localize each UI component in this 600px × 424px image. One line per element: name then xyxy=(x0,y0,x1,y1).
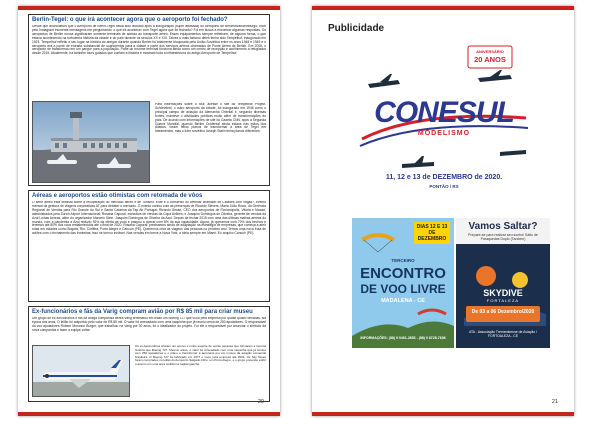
ad-encontro-voo-livre[interactable] xyxy=(352,218,454,348)
photo-caption: Os ex-funcionários criaram um acervo e muito suporte de outras pessoas que formaram a mesma história que Boeing 727. Mesmo antes, o valor foi arrecadado com uma vaquinha que já contou com 250 apoiadores e o plano é transformar a aeronave em um museu da aviação comercial brasileira. O Boeing 727 foi fabricado em 1977 e voou pela empresa até 2004. Os Sky Tapes foram comprados no leilão do Aeroporto Salgado Filho, em Porto Alegre, e o grupo pretende exibir o acervo em uma área cedida na capital gaúcha. xyxy=(135,345,266,366)
article-berlin-tegel xyxy=(28,14,270,186)
encontro-date: DIAS 12 E 13 DE DEZEMBRO xyxy=(416,224,448,242)
conesul-dates: 11, 12 e 13 de DEZEMBRO de 2020. xyxy=(385,174,503,181)
anniversary-badge-main: 20 ANOS xyxy=(474,55,506,64)
article-body: Um grupo de ex-funcionários e fãs da antiga companhia aérea Varig arrematou em leilão um Boeing 727 que voou pela empresa por quase quatro décadas. Na época dos anos, O leilão foi adquirido pelo valor de R$ 85 mil. O valor foi arrecadado com uma vaquinha que já reuniu cerca de 250 apoiadores. O responsável do voo apoiadores Rubem Monosor Burger, que trabalhou na Varig por 30 anos, foi o idealizador do projeto. Foi ele o responsável por anunciar o símbolo da nova companhia e fazer a equipe voltar. xyxy=(32,317,266,332)
vamos-brand: SKYDIVE xyxy=(483,288,523,298)
encontro-title-1: ENCONTRO xyxy=(360,265,446,282)
anniversary-badge-top: ANIVERSÁRIO xyxy=(476,49,504,54)
conesul-subtitle: MODELISMO xyxy=(417,130,471,137)
encontro-place: MADALENA - CE xyxy=(381,298,425,304)
vamos-dates: De 03 a 06 Dezembro/2020 xyxy=(471,309,535,315)
page-bottom-border xyxy=(312,412,574,416)
magazine-page-left xyxy=(18,6,280,416)
page-number: 20 xyxy=(257,399,264,405)
encontro-title-2: DE VOO LIVRE xyxy=(360,282,446,296)
section-title: Publicidade xyxy=(328,23,385,34)
conesul-location: PONTÃO / RS xyxy=(429,184,459,189)
varig-plane-photo xyxy=(32,345,130,397)
article-body: O setor aéreo está otimista sobre a recuperação do mercado aéreo e de Turismo. Este é o consenso do webinar chamado de Cidades com Vagas?, evento mensal da gestora de viagens corporativas AT para debater o mercado. O evento contou com as presenças de Ricardo Sievers, Maria João Rocio, da Gerência Regional de Vendas para Rio Grande do Sul e Santa Catarina da Tap Air Portugal; Ricardo Gesse, CEO dos aeroportos de Florianópolis, Vitória e Macaé, administrados pela Zurich Airport Internacional; Rosana Caporal, executiva de vendas da Copa Airlines; e Joaquim Domingos de Oliveira, gerente de vendas da Azul Linhas Aéreas, além do organizador Marcelo Stein. Joaquim Domingos de Oliveira da Azul: Depois de fechar 2019 com uma das últimas malhas aéreas do mundo, com a pandemia a Azul reduziu 92% da oferta de voos e passou a operar com 8% da sua capacidade. Agora, já operamos com 70% dos trechos e teremos até 80% dos voos restabelecidos até o final de 2020. Rosana Caporal: precisamos ainda de adaptação na estratégia de empresas, que começa a abrir rotas em cidades como Bogotá, Rio, Curitiba, Porto Alegre e Cancun (PE). Queremos criar as viagens das pessoas no próximo ano. Temos uma nova frota de aviões com o fechamento das fronteiras, isso se tornou inviável. Nas vendas em breve a Nova York, a ideia sempre em Miami. Eu arquivo Cancun (PE). xyxy=(32,201,266,236)
magazine-page-right xyxy=(312,6,574,416)
vamos-info: ATA - Associação Tremembense de Aviação / FORTOALEZA - CE xyxy=(468,330,538,338)
conesul-brand: CONESUL xyxy=(374,96,514,129)
article-title: Berlin-Tegel: o que irá acontecer agora que o aeroporto foi fechado? xyxy=(32,17,228,23)
airport-photo xyxy=(32,101,150,183)
page-top-border xyxy=(312,6,574,10)
page-number: 21 xyxy=(551,399,558,405)
article-sidebar-text: Para informações sobre o tour, acesse o site do Tempelhof Projekt. Schönefeld, o outro aeroporto da cidade, foi inaugurado em 1946 como o principal campo de aviação da Alemanha Oriental e, segundo diversas fontes, manteve o atividades políticas muito além de transformações do país. De acordo com informações de site do Gazeta CNN, após a Segunda Guerra Mundial, quando Berlim Ocidental ainda estava nas mãos dos Aliados, foram feitos planos de transformar a área de Tegel em loteamentos, mas o líder soviético Joseph Stalin tinha planos diferentes. xyxy=(155,103,266,134)
page-bottom-border xyxy=(18,412,280,416)
article-varig-museu xyxy=(28,306,270,402)
article-title: Ex-funcionários e fãs da Varig compram avião por R$ 85 mil para criar museu xyxy=(32,309,253,315)
ad-vamos-saltar[interactable] xyxy=(456,218,550,348)
vamos-tagline: Prepare-se para realizar seu sonho! Salto de Paraquedas Duplo (Tandem) xyxy=(468,233,538,241)
article-title: Aéreas e aeroportos estão otimistas com retomada de vôos xyxy=(32,193,203,199)
page-top-border xyxy=(18,6,280,10)
vamos-headline: Vamos Saltar? xyxy=(468,221,538,232)
vamos-brand-sub: FORTALEZA xyxy=(486,298,520,303)
encontro-info: INFORMAÇÕES: (88) 9 9491-2653 - (88) 9 8728-7636 xyxy=(360,336,446,340)
encontro-top-label: TERCEIRO xyxy=(391,258,415,263)
article-retomada-voos xyxy=(28,190,270,302)
ad-conesul-modelismo[interactable] xyxy=(350,44,538,202)
article-body: Desde que anunciamos que o Aeroporto de Berlin-Tegel havia sido fechado após a inauguração (super atrasada) do Aeroporto de Berlim/Brandemburgo, você pelo Instagram inúmeras mensagens me perguntando: o que irá acontecer com Tegel agora que foi fechado? Foi em busca a encontrar algumas respostas. Os aeroportos de Berlim nunca significaram somente terminais de acesso ao transporte aéreo. Esses equipamentos sempre refletiram, de alguma forma, o que estava acontecendo na turbulenta história da cidade e do país durante os séculos XX e XXI. Talvez o mais famoso deles tenha sido Tempelhof, inaugurado em 1923. Tempelhof refletiu o seu lugar na história ao abrigar durante quando Berlim foi totalmente bloqueada pela União Soviética entre os anos 1948 e 1949 e o aeroporto era a ponte de entrada substancial de suprimentos para a cidade e parte dos serviços aéreos chamados de Ponte Aérea de Berlim. Em 2008, o aeroporto de transformou em um parque para a população. Parte do enorme terminal funciona ainda como um centro de recepção e acolhimento a refugiados desde 2015. Atualmente, há também tours guiados que contam a história e mostram toda a infraestrutura do antigo Aeroporto de Tempelhof. xyxy=(32,25,266,56)
